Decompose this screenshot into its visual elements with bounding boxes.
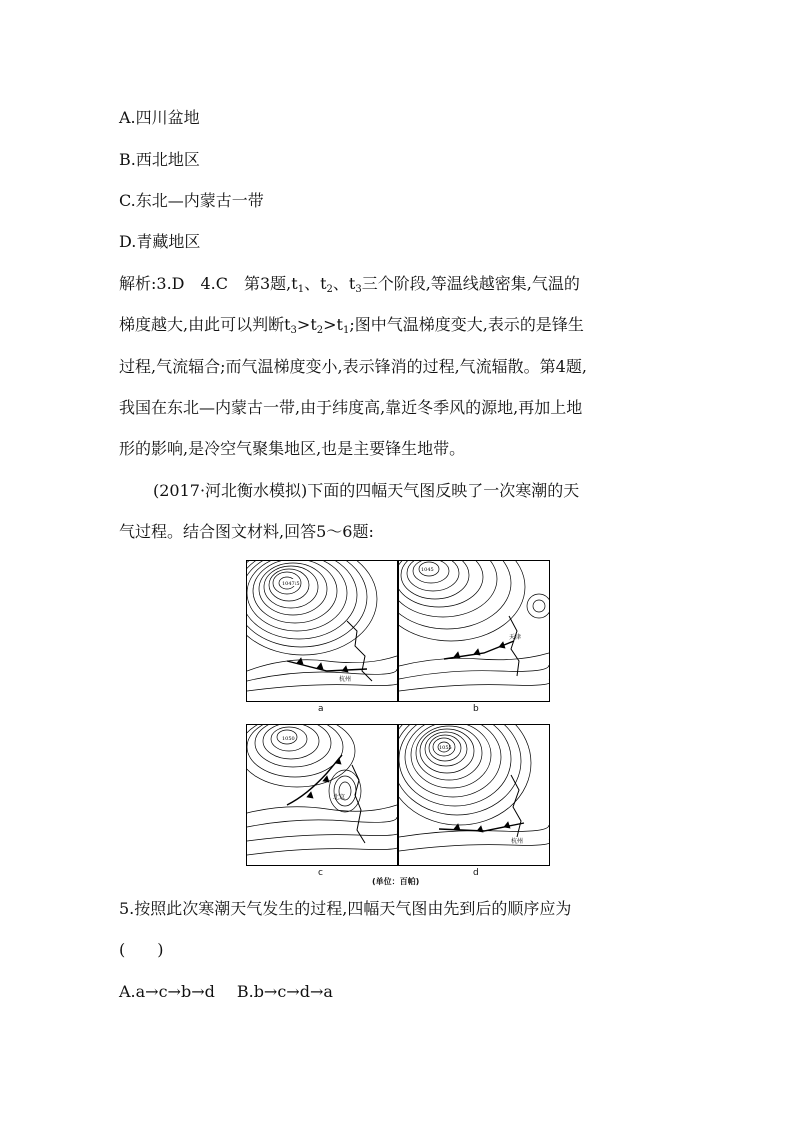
question-5-answer-paren: ( ) bbox=[119, 940, 164, 959]
map-c-city: 北京 bbox=[333, 794, 346, 801]
analysis-line-1: 解析:3.D 4.C 第3题$,t_1$、$t_2$、$t_3$三个阶段,等温线越密集,气温的 bbox=[119, 274, 580, 295]
isobars bbox=[399, 725, 549, 851]
map-a-caption: a bbox=[318, 704, 324, 714]
map-c-high-label: 1050 bbox=[282, 736, 295, 742]
question-5-options bbox=[119, 982, 333, 1002]
weather-map-d bbox=[398, 724, 550, 866]
intro-line-2: 气过程。结合图文材料,回答5～6题: bbox=[119, 522, 374, 541]
isobars bbox=[247, 725, 397, 855]
option-d: D.青藏地区 bbox=[119, 232, 201, 251]
weather-map-b bbox=[398, 560, 550, 702]
weather-map-a bbox=[246, 560, 398, 702]
q5-option-b: B.b→c→d→a bbox=[236, 982, 333, 1001]
map-d-caption: d bbox=[473, 868, 479, 878]
analysis-line-3: 过程,气流辐合;而气温梯度变小,表示锋消的过程,气流辐散。第4题, bbox=[119, 357, 587, 376]
analysis-line-5: 形的影响,是冷空气聚集地区,也是主要锋生地带。 bbox=[119, 439, 466, 458]
map-b-caption: b bbox=[473, 704, 479, 714]
intro-line-1: (2017·河北衡水模拟)下面的四幅天气图反映了一次寒潮的天 bbox=[153, 481, 580, 500]
question-5-stem: 5.按照此次寒潮天气发生的过程,四幅天气图由先到后的顺序应为 bbox=[119, 899, 572, 918]
weather-map-figure bbox=[244, 560, 554, 886]
option-a: A.四川盆地 bbox=[119, 108, 200, 127]
map-a-city: 杭州 bbox=[339, 676, 352, 683]
map-b-high-label: 1045 bbox=[421, 567, 434, 573]
option-c: C.东北—内蒙古一带 bbox=[119, 191, 264, 210]
map-d-high-label: 1055 bbox=[439, 745, 452, 751]
weather-map-c bbox=[246, 724, 398, 866]
option-b: B.西北地区 bbox=[119, 150, 200, 169]
isobars bbox=[399, 561, 549, 691]
map-d-city: 杭州 bbox=[511, 838, 524, 845]
map-a-high-label: 1047.5 bbox=[282, 581, 300, 587]
isobars bbox=[247, 561, 397, 691]
map-c-caption: c bbox=[318, 868, 323, 878]
map-b-city: 天津 bbox=[509, 634, 522, 641]
analysis-line-2: 梯度越大,由此可以判断$t_3>t_2>t_1$;图中气温梯度变大,表示的是锋生 bbox=[119, 315, 584, 336]
q5-option-a: A.a→c→b→d bbox=[119, 982, 215, 1001]
analysis-line-4: 我国在东北—内蒙古一带,由于纬度高,靠近冬季风的源地,再加上地 bbox=[119, 398, 583, 417]
unit-label: (单位：百帕) bbox=[372, 877, 420, 886]
